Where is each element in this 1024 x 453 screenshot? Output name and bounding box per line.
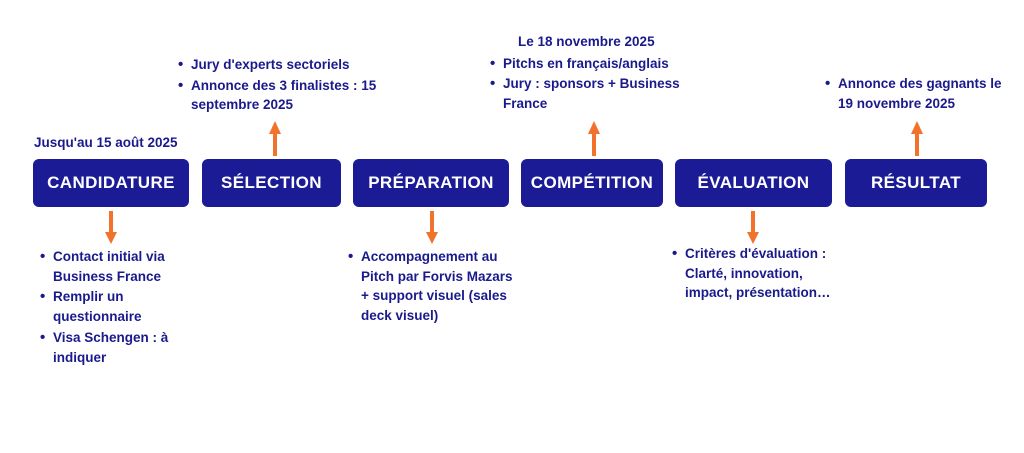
- note-evaluation-below: [672, 244, 852, 304]
- list-item: • Accompagnement au Pitch par Forvis Mazars + support visuel (sales deck visuel): [348, 247, 516, 326]
- note-candidature-above: [34, 133, 214, 155]
- note-competition-date: Le 18 novembre 2025: [518, 34, 655, 49]
- list-item: • Remplir un questionnaire: [40, 287, 200, 326]
- list-item: • Annonce des gagnants le 19 novembre 2025: [825, 74, 1005, 113]
- note-candidature-deadline: Jusqu'au 15 août 2025: [34, 135, 178, 150]
- step-box-resultat[interactable]: [845, 159, 987, 207]
- list-item: • Visa Schengen : à indiquer: [40, 328, 200, 367]
- step-box-competition[interactable]: [521, 159, 663, 207]
- step-label-evaluation: ÉVALUATION: [697, 173, 810, 192]
- list-item: • Jury : sponsors + Business France: [490, 74, 700, 113]
- arrow-up-competition: [587, 120, 601, 156]
- step-label-preparation: PRÉPARATION: [368, 173, 494, 192]
- step-box-candidature[interactable]: [33, 159, 189, 207]
- arrow-down-preparation: [425, 211, 439, 245]
- step-box-preparation[interactable]: [353, 159, 509, 207]
- list-item: • Contact initial via Business France: [40, 247, 200, 286]
- list-item: • Jury d'experts sectoriels: [178, 55, 378, 75]
- step-label-competition: COMPÉTITION: [530, 173, 654, 192]
- arrow-up-selection: [268, 120, 282, 156]
- step-box-selection[interactable]: [202, 159, 341, 207]
- note-resultat-above: [825, 74, 1005, 114]
- list-item: • Annonce des 3 finalistes : 15 septembre 2025: [178, 76, 378, 115]
- step-label-selection: SÉLECTION: [221, 173, 322, 192]
- arrow-down-evaluation: [746, 211, 760, 245]
- step-box-evaluation[interactable]: [675, 159, 832, 207]
- note-preparation-below: [348, 247, 516, 327]
- list-item: • Critères d'évaluation : Clarté, innovation, impact, présentation…: [672, 244, 852, 303]
- list-item: • Pitchs en français/anglais: [490, 54, 700, 74]
- arrow-up-resultat: [910, 120, 924, 156]
- note-candidature-below: [40, 247, 200, 368]
- arrow-down-candidature: [104, 211, 118, 245]
- note-competition-above: [490, 32, 700, 115]
- note-selection-above: [178, 55, 378, 116]
- step-label-resultat: RÉSULTAT: [870, 173, 962, 192]
- step-label-candidature: CANDIDATURE: [47, 173, 175, 192]
